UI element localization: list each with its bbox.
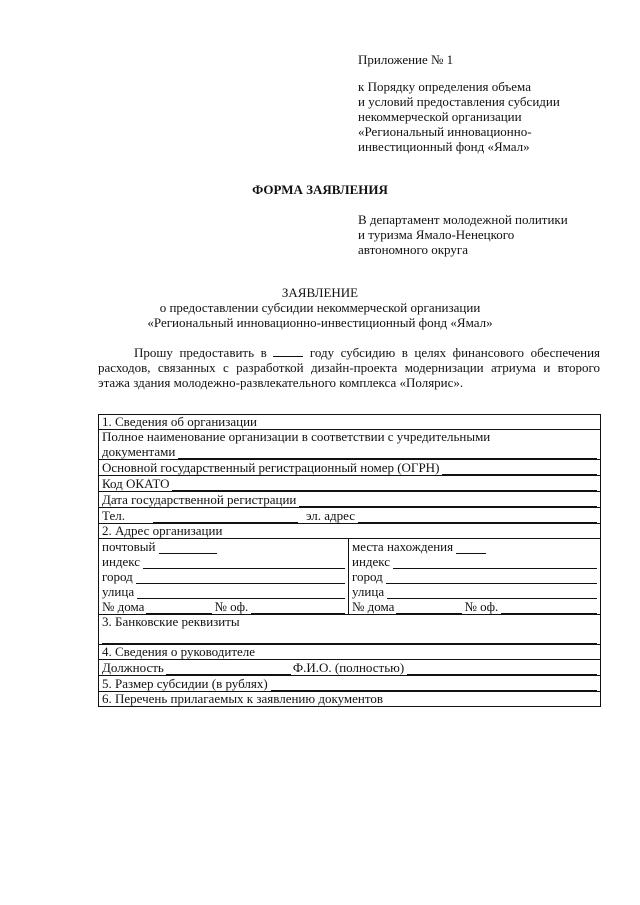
- bank-details-cell[interactable]: [99, 615, 601, 645]
- appendix-line: и условий предоставления субсидии: [358, 94, 560, 109]
- subsidy-amount-label: 5. Размер субсидии (в рублях): [102, 676, 268, 691]
- appendix-line: «Региональный инновационно-: [358, 124, 532, 139]
- addressee-block: [358, 212, 568, 257]
- location-label: места нахождения: [352, 539, 454, 554]
- contacts-cell[interactable]: [99, 508, 601, 524]
- section-label: 3. Банковские реквизиты: [102, 614, 240, 629]
- reg-date-label: Дата государственной регистрации: [102, 492, 297, 507]
- reg-date-field[interactable]: [299, 495, 597, 507]
- tel-label: Тел.: [102, 508, 125, 523]
- request-paragraph: [98, 345, 600, 390]
- section-label: 4. Сведения о руководителе: [102, 644, 256, 659]
- full-name-line: [102, 430, 597, 444]
- postal-index-label: индекс: [102, 554, 141, 569]
- ogrn-field[interactable]: [442, 463, 597, 475]
- fio-label: Ф.И.О. (полностью): [292, 660, 405, 675]
- postal-street-label: улица: [102, 584, 135, 599]
- location-office-label: № оф.: [464, 599, 499, 614]
- section-4-heading: [99, 645, 601, 660]
- section-1-heading: [99, 415, 601, 430]
- subsidy-amount-field[interactable]: [271, 679, 597, 691]
- full-name-field[interactable]: [178, 447, 597, 459]
- section-6-heading: [99, 692, 601, 707]
- section-label: 6. Перечень прилагаемых к заявлению документов: [102, 691, 384, 706]
- location-field[interactable]: [456, 542, 486, 554]
- full-name-cell[interactable]: [99, 430, 601, 460]
- postal-city-field[interactable]: [136, 572, 345, 584]
- year-blank[interactable]: [273, 345, 303, 357]
- reg-date-cell[interactable]: [99, 492, 601, 508]
- postal-house-field[interactable]: [146, 602, 212, 614]
- okato-label: Код ОКАТО: [102, 476, 170, 491]
- appendix-line: инвестиционный фонд «Ямал»: [358, 139, 530, 154]
- section-label: 2. Адрес организации: [102, 523, 223, 538]
- okato-cell[interactable]: [99, 476, 601, 492]
- location-house-label: № дома: [352, 599, 395, 614]
- location-city-label: город: [352, 569, 383, 584]
- location-city-field[interactable]: [386, 572, 597, 584]
- email-label: эл. адрес: [305, 508, 356, 523]
- location-index-field[interactable]: [393, 557, 597, 569]
- postal-label: почтовый: [102, 539, 156, 554]
- appendix-line: к Порядку определения объема: [358, 79, 531, 94]
- postal-field[interactable]: [159, 542, 217, 554]
- addressee-line: и туризма Ямало-Ненецкого: [358, 227, 515, 242]
- heading-line: «Региональный инновационно-инвестиционный фонд «Ямал»: [147, 315, 493, 330]
- tel-field[interactable]: [153, 511, 298, 523]
- section-label: 1. Сведения об организации: [102, 414, 258, 429]
- ogrn-label: Основной государственный регистрационный номер (ОГРН): [102, 460, 440, 475]
- fio-field[interactable]: [407, 663, 597, 675]
- bank-details-field[interactable]: [102, 632, 597, 644]
- full-name-label-cont: документами: [102, 444, 176, 459]
- postal-address-cell: [99, 539, 349, 615]
- subsidy-amount-cell[interactable]: [99, 676, 601, 692]
- full-name-label: Полное наименование организации в соответствии с учредительными: [102, 429, 491, 444]
- section-2-heading: [99, 524, 601, 539]
- appendix-block: [358, 52, 560, 154]
- addressee-line: автономного округа: [358, 242, 468, 257]
- email-field[interactable]: [358, 511, 597, 523]
- organization-form-table: [98, 414, 601, 707]
- location-street-label: улица: [352, 584, 385, 599]
- location-office-field[interactable]: [501, 602, 597, 614]
- okato-field[interactable]: [172, 479, 597, 491]
- location-street-field[interactable]: [387, 587, 597, 599]
- form-title: ФОРМА ЗАЯВЛЕНИЯ: [252, 182, 388, 197]
- location-address-cell: [349, 539, 601, 615]
- request-text-start: Прошу предоставить в: [134, 345, 267, 360]
- appendix-line: некоммерческой организации: [358, 109, 522, 124]
- postal-office-field[interactable]: [251, 602, 345, 614]
- director-cell[interactable]: [99, 660, 601, 676]
- heading-line: о предоставлении субсидии некоммерческой организации: [159, 300, 481, 315]
- request-text-end: году субсидию в целях финансового обеспечения расходов, связанных с разработкой дизайн-проекта модернизации атриума и второго этажа здания молодежно-развлекательного комплекса «Полярис».: [98, 345, 601, 390]
- position-field[interactable]: [166, 663, 291, 675]
- postal-city-label: город: [102, 569, 133, 584]
- postal-office-label: № оф.: [214, 599, 249, 614]
- postal-index-field[interactable]: [143, 557, 345, 569]
- heading-title: ЗАЯВЛЕНИЕ: [281, 285, 359, 300]
- appendix-title: Приложение № 1: [358, 52, 454, 67]
- ogrn-cell[interactable]: [99, 460, 601, 476]
- position-label: Должность: [102, 660, 164, 675]
- application-heading: [0, 285, 640, 330]
- location-house-field[interactable]: [396, 602, 462, 614]
- addressee-line: В департамент молодежной политики: [358, 212, 568, 227]
- postal-street-field[interactable]: [137, 587, 345, 599]
- location-index-label: индекс: [352, 554, 391, 569]
- postal-house-label: № дома: [102, 599, 145, 614]
